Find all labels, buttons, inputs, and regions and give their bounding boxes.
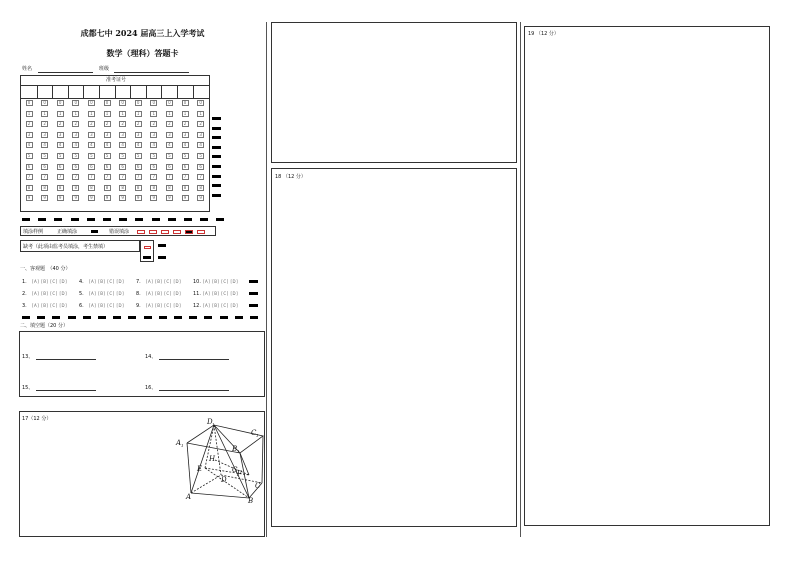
label-F: F [237,470,242,478]
timing-mark [250,316,258,319]
id-digit-bubble[interactable]: 8 [88,185,95,191]
id-digit-bubble[interactable]: 9 [26,195,33,201]
id-digit-bubble[interactable]: 0 [182,100,189,106]
label-D1: D [207,418,213,426]
prism-figure [175,415,265,503]
mc-options[interactable]: [A] [B] [C] [D] [146,279,182,284]
id-digit-bubble[interactable]: 9 [88,195,95,201]
id-digit-bubble[interactable]: 9 [104,195,111,201]
id-digit-bubble[interactable]: 1 [197,111,204,117]
id-digit-bubble[interactable]: 4 [72,142,79,148]
q18-label: 18 （12 分） [275,174,306,180]
timing-mark [212,117,221,120]
label-A: A [186,493,192,501]
id-digit-bubble[interactable]: 3 [197,132,204,138]
timing-mark [200,218,208,221]
id-digit-bubble[interactable]: 8 [72,185,79,191]
id-digit-bubble[interactable]: 4 [135,142,142,148]
id-digit-bubble[interactable]: 1 [41,111,48,117]
mc-question-9[interactable] [136,303,181,309]
id-digit-bubble[interactable]: 6 [57,164,64,170]
timing-mark [212,155,221,158]
timing-mark [119,218,127,221]
id-digit-bubble[interactable]: 4 [150,142,157,148]
id-digit-bubble[interactable]: 2 [26,121,33,127]
id-digit-bubble[interactable]: 9 [41,195,48,201]
id-digit-bubble[interactable]: 5 [26,153,33,159]
id-digit-bubble[interactable]: 8 [135,185,142,191]
q17-label: 17（12 分） [22,416,52,422]
id-digit-bubble[interactable]: 0 [26,100,33,106]
timing-mark [128,316,136,319]
svg-text:1: 1 [181,443,184,448]
id-digit-bubble[interactable]: 4 [197,142,204,148]
mc-question-number: 11. [193,291,201,297]
mc-question-number: 6. [79,303,84,309]
label-B1: B [232,445,238,453]
mc-question-2[interactable] [22,291,67,297]
timing-mark [68,316,76,319]
id-digit-bubble[interactable]: 2 [41,121,48,127]
fill-section-title: 二、填空题（20 分） [20,323,68,329]
mc-options[interactable]: [A] [B] [C] [D] [146,291,182,296]
timing-mark [220,316,228,319]
id-digit-bubble[interactable]: 1 [119,111,126,117]
timing-mark [83,316,91,319]
id-digit-bubble[interactable]: 9 [57,195,64,201]
q16-continued-box[interactable] [271,22,517,163]
mc-question-8[interactable] [136,291,181,297]
id-digit-bubble[interactable]: 7 [104,174,111,180]
id-digit-bubble[interactable]: 5 [57,153,64,159]
id-digit-bubble[interactable]: 2 [104,121,111,127]
timing-mark [249,292,258,295]
correct-fill-label: 正确填涂 [57,229,78,235]
id-digit-bubble[interactable]: 1 [150,111,157,117]
timing-mark [212,127,221,130]
timing-mark [235,316,243,319]
id-digit-bubble[interactable]: 1 [26,111,33,117]
id-digit-bubble[interactable]: 0 [197,100,204,106]
wrong-fill-sample [149,230,157,234]
id-digit-bubble[interactable]: 7 [135,174,142,180]
id-digit-bubble[interactable]: 0 [119,100,126,106]
id-digit-bubble[interactable]: 8 [26,185,33,191]
id-digit-bubble[interactable]: 7 [57,174,64,180]
id-digit-bubble[interactable]: 7 [88,174,95,180]
correct-fill-sample [91,230,98,233]
timing-mark [135,218,143,221]
timing-mark [216,218,224,221]
mc-question-10[interactable] [193,279,238,285]
id-digit-bubble[interactable]: 9 [119,195,126,201]
id-digit-bubble[interactable]: 8 [197,185,204,191]
label-D: D [221,476,227,484]
class-label: 班级 [99,66,110,72]
id-digit-bubble[interactable]: 2 [182,121,189,127]
id-digit-bubble[interactable]: 5 [72,153,79,159]
id-digit-bubble[interactable]: 3 [57,132,64,138]
id-digit-bubble[interactable]: 3 [150,132,157,138]
label-C: C [255,482,261,490]
q17-answer-box[interactable] [19,411,265,537]
timing-mark [54,218,62,221]
id-digit-bubble[interactable]: 0 [72,100,79,106]
id-digit-bubble[interactable]: 0 [57,100,64,106]
id-digit-bubble[interactable]: 2 [166,121,173,127]
id-digit-bubble[interactable]: 4 [57,142,64,148]
timing-mark [249,304,258,307]
id-digit-bubble[interactable]: 6 [26,164,33,170]
column-divider-2 [520,22,521,537]
label-B: B [248,497,254,503]
id-digit-bubble[interactable]: 2 [150,121,157,127]
timing-mark [168,218,176,221]
id-digit-bubble[interactable]: 2 [72,121,79,127]
id-digit-bubble[interactable]: 2 [135,121,142,127]
exam-title: 成都七中 2024 届高三上入学考试 [80,28,205,38]
id-digit-bubble[interactable]: 0 [104,100,111,106]
timing-mark [212,175,221,178]
id-digit-bubble[interactable]: 4 [166,142,173,148]
id-digit-bubble[interactable]: 7 [197,174,204,180]
mc-question-number: 9. [136,303,141,309]
mc-question-number: 3. [22,303,27,309]
timing-mark [174,316,182,319]
svg-text:1: 1 [256,433,259,438]
wrong-fill-sample [161,230,169,234]
mc-question-number: 10. [193,279,201,285]
mc-options[interactable]: [A] [B] [C] [D] [203,291,239,296]
id-digit-bubble[interactable]: 8 [166,185,173,191]
id-digit-bubble[interactable]: 3 [72,132,79,138]
id-digit-bubble[interactable]: 1 [166,111,173,117]
id-digit-bubble[interactable]: 0 [41,100,48,106]
mc-question-number: 4. [79,279,84,285]
mc-options[interactable]: [A] [B] [C] [D] [203,279,239,284]
timing-mark [189,316,197,319]
timing-mark [37,316,45,319]
id-digit-bubble[interactable]: 5 [150,153,157,159]
id-digit-bubble[interactable]: 6 [41,164,48,170]
exam-id-label: 准考证号 [105,77,126,83]
timing-mark [113,316,121,319]
id-digit-bubble[interactable]: 3 [104,132,111,138]
mc-options[interactable]: [A] [B] [C] [D] [89,303,125,308]
id-digit-bubble[interactable]: 3 [88,132,95,138]
wrong-fill-sample [185,230,193,234]
id-digit-bubble[interactable]: 7 [150,174,157,180]
absent-label: 缺考（此项由监考员填涂，考生禁填） [23,244,109,250]
timing-mark [103,218,111,221]
blank-13-label: 13、 [22,354,34,360]
wrong-fill-sample [197,230,205,234]
mc-question-number: 12. [193,303,201,309]
timing-mark [212,136,221,139]
id-digit-bubble[interactable]: 3 [182,132,189,138]
id-digit-bubble[interactable]: 6 [119,164,126,170]
id-digit-bubble[interactable]: 4 [41,142,48,148]
id-digit-bubble[interactable]: 9 [182,195,189,201]
mc-question-5[interactable] [79,291,124,297]
id-digit-bubble[interactable]: 8 [41,185,48,191]
id-digit-bubble[interactable]: 8 [150,185,157,191]
id-digit-bubble[interactable]: 9 [72,195,79,201]
timing-mark [249,280,258,283]
id-digit-bubble[interactable]: 8 [182,185,189,191]
id-digit-bubble[interactable]: 3 [166,132,173,138]
id-digit-bubble[interactable]: 0 [166,100,173,106]
blank-14-label: 14、 [145,354,157,360]
id-digit-bubble[interactable]: 2 [119,121,126,127]
id-digit-bubble[interactable]: 6 [182,164,189,170]
mc-question-number: 8. [136,291,141,297]
mc-options[interactable]: [A] [B] [C] [D] [32,279,68,284]
id-digit-bubble[interactable]: 8 [57,185,64,191]
name-field[interactable] [38,72,93,73]
id-digit-bubble[interactable]: 7 [166,174,173,180]
id-digit-bubble[interactable]: 7 [119,174,126,180]
timing-mark [22,316,30,319]
id-digit-bubble[interactable]: 2 [197,121,204,127]
label-A1: A [176,439,182,447]
id-digit-bubble[interactable]: 5 [182,153,189,159]
id-digit-bubble[interactable]: 5 [104,153,111,159]
subject-title: 数学（理科）答题卡 [106,48,179,58]
timing-mark [152,218,160,221]
q19-answer-box[interactable] [524,26,770,526]
id-digit-bubble[interactable]: 9 [197,195,204,201]
fill-example-box [20,226,216,236]
id-digit-bubble[interactable]: 4 [88,142,95,148]
wrong-fill-sample [173,230,181,234]
id-digit-bubble[interactable]: 5 [166,153,173,159]
blank-16[interactable] [159,390,229,391]
column-divider-1 [266,22,267,537]
id-digit-bubble[interactable]: 0 [88,100,95,106]
id-digit-bubble[interactable]: 2 [57,121,64,127]
timing-mark [212,184,221,187]
timing-mark [71,218,79,221]
id-digit-bubble[interactable]: 5 [41,153,48,159]
wrong-fill-sample [137,230,145,234]
svg-text:1: 1 [212,422,215,427]
id-digit-bubble[interactable]: 4 [104,142,111,148]
fill-example-label: 填涂样例 [23,229,44,235]
id-digit-bubble[interactable]: 5 [197,153,204,159]
mc-question-number: 5. [79,291,84,297]
blank-13[interactable] [36,359,96,360]
id-digit-bubble[interactable]: 6 [150,164,157,170]
mc-question-12[interactable] [193,303,238,309]
id-digit-bubble[interactable]: 3 [135,132,142,138]
timing-mark [212,146,221,149]
id-digit-bubble[interactable]: 5 [88,153,95,159]
mc-question-1[interactable] [22,279,67,285]
blank-16-label: 16、 [145,385,157,391]
id-digit-bubble[interactable]: 7 [72,174,79,180]
id-digit-bubble[interactable]: 5 [119,153,126,159]
timing-mark [159,316,167,319]
id-digit-bubble[interactable]: 7 [41,174,48,180]
mc-options[interactable]: [A] [B] [C] [D] [203,303,239,308]
absent-bubble[interactable] [144,246,151,249]
q19-label: 19 （12 分） [528,31,559,37]
id-digit-bubble[interactable]: 9 [135,195,142,201]
fill-section-box [19,331,265,397]
id-digit-bubble[interactable]: 6 [104,164,111,170]
mc-question-number: 7. [136,279,141,285]
blank-15[interactable] [36,390,96,391]
id-digit-bubble[interactable]: 1 [182,111,189,117]
blank-15-label: 15、 [22,385,34,391]
mc-question-7[interactable] [136,279,181,285]
id-digit-bubble[interactable]: 4 [26,142,33,148]
id-digit-bubble[interactable]: 1 [57,111,64,117]
id-digit-bubble[interactable]: 4 [182,142,189,148]
mc-question-number: 1. [22,279,27,285]
id-digit-bubble[interactable]: 3 [119,132,126,138]
id-digit-bubble[interactable]: 1 [88,111,95,117]
id-digit-bubble[interactable]: 0 [135,100,142,106]
mc-options[interactable]: [A] [B] [C] [D] [89,279,125,284]
id-digit-bubble[interactable]: 1 [104,111,111,117]
timing-mark [212,165,221,168]
timing-mark [212,194,221,197]
id-digit-bubble[interactable]: 6 [88,164,95,170]
exam-id-grid [20,75,210,212]
blank-14[interactable] [159,359,229,360]
label-E: E [197,465,203,473]
id-digit-bubble[interactable]: 3 [26,132,33,138]
q18-answer-box[interactable] [271,168,517,527]
timing-mark [52,316,60,319]
id-digit-bubble[interactable]: 6 [197,164,204,170]
id-digit-bubble[interactable]: 6 [135,164,142,170]
mc-options[interactable]: [A] [B] [C] [D] [89,291,125,296]
id-digit-bubble[interactable]: 1 [72,111,79,117]
label-G: G [232,466,238,474]
timing-mark [87,218,95,221]
mc-options[interactable]: [A] [B] [C] [D] [32,303,68,308]
timing-mark [22,218,30,221]
mc-question-number: 2. [22,291,27,297]
id-digit-bubble[interactable]: 9 [150,195,157,201]
id-digit-bubble[interactable]: 6 [72,164,79,170]
id-digit-bubble[interactable]: 8 [104,185,111,191]
class-field[interactable] [114,72,189,73]
id-digit-bubble[interactable]: 2 [88,121,95,127]
svg-text:1: 1 [237,449,240,454]
id-digit-bubble[interactable]: 1 [135,111,142,117]
label-H: H [209,455,216,463]
timing-mark [184,218,192,221]
mc-question-11[interactable] [193,291,238,297]
id-digit-bubble[interactable]: 8 [119,185,126,191]
timing-mark [144,316,152,319]
id-digit-bubble[interactable]: 9 [166,195,173,201]
timing-mark [204,316,212,319]
mc-options[interactable]: [A] [B] [C] [D] [146,303,182,308]
mc-section-title: 一、客观题 （40 分） [20,266,71,272]
timing-mark [98,316,106,319]
id-digit-bubble[interactable]: 5 [135,153,142,159]
id-digit-bubble[interactable]: 6 [166,164,173,170]
timing-mark [38,218,46,221]
id-digit-bubble[interactable]: 4 [119,142,126,148]
id-digit-bubble[interactable]: 0 [150,100,157,106]
mc-options[interactable]: [A] [B] [C] [D] [32,291,68,296]
mc-question-4[interactable] [79,279,124,285]
name-label: 姓名 [22,66,33,72]
mc-question-6[interactable] [79,303,124,309]
id-digit-bubble[interactable]: 7 [26,174,33,180]
mc-question-3[interactable] [22,303,67,309]
label-C1: C [251,429,257,437]
absent-box [20,240,140,252]
id-digit-bubble[interactable]: 7 [182,174,189,180]
id-digit-bubble[interactable]: 3 [41,132,48,138]
wrong-fill-label: 错误填涂 [109,229,130,235]
